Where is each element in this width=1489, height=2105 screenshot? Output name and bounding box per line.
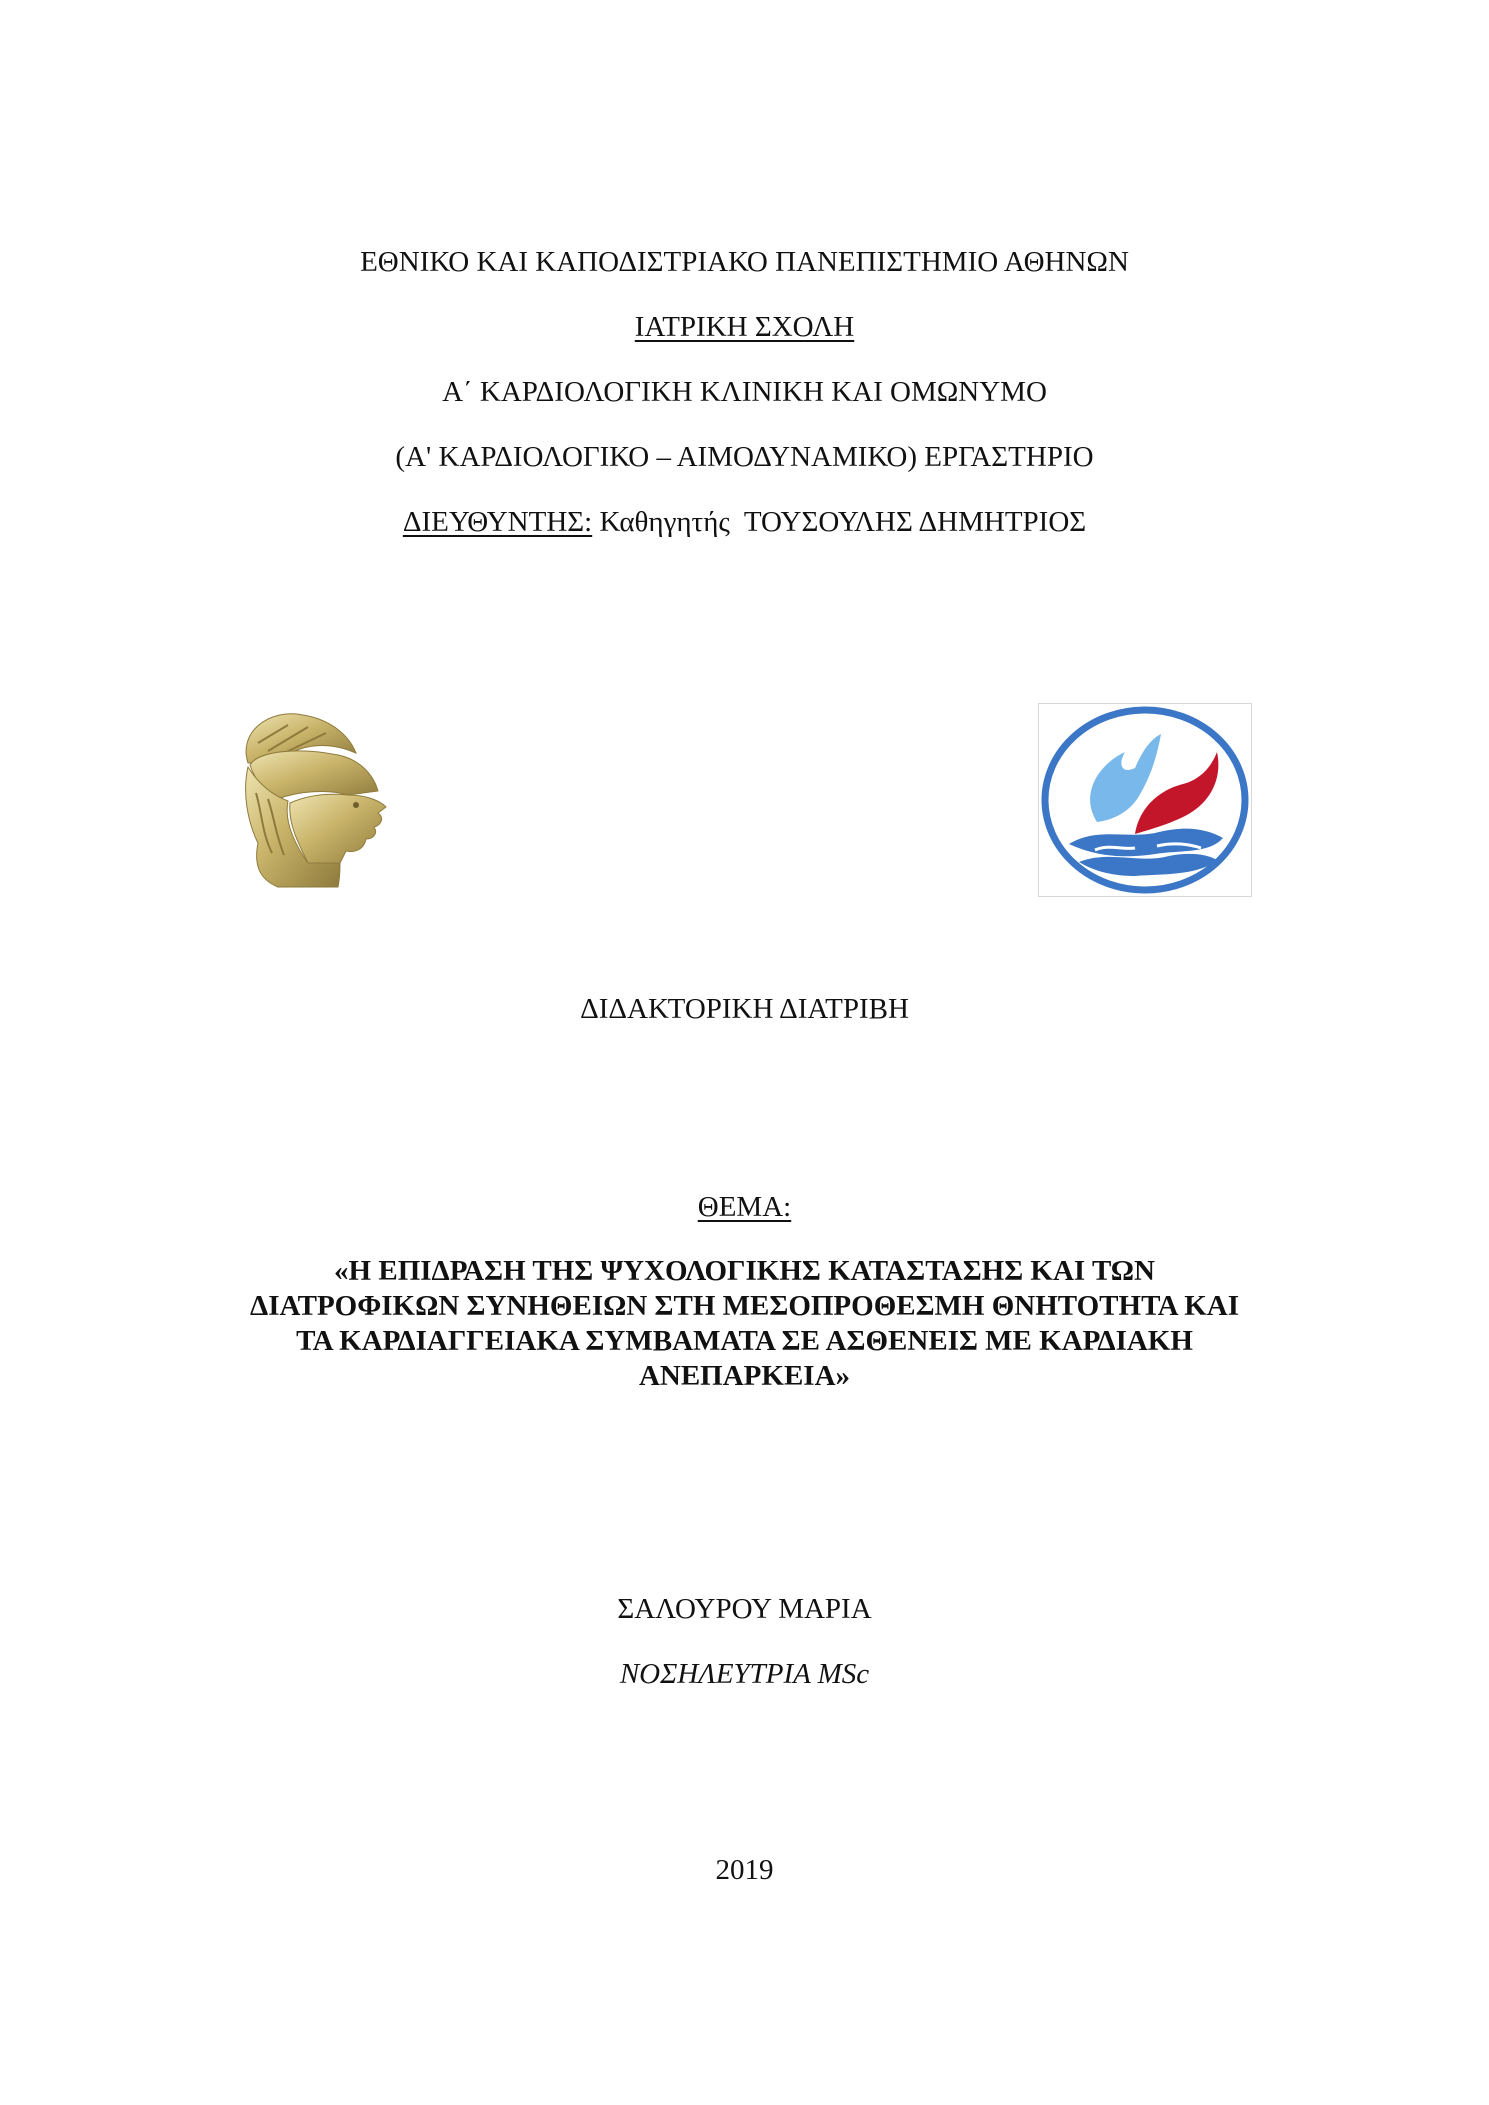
document-type: ΔΙΔΑΚΤΟΡΙΚΗ ΔΙΑΤΡΙΒΗ bbox=[580, 993, 909, 1025]
director-label: ΔΙΕΥΘΥΝΤΗΣ: bbox=[402, 506, 593, 538]
clinic-name: Α΄ ΚΑΡΔΙΟΛΟΓΙΚΗ ΚΛΙΝΙΚΗ ΚΑΙ ΟΜΩΝΥΜΟ bbox=[442, 376, 1047, 408]
athena-logo bbox=[228, 703, 403, 893]
thesis-title-line-3: ΤΑ ΚΑΡΔΙΑΓΓΕΙΑΚΑ ΣΥΜΒΑΜΑΤΑ ΣΕ ΑΣΘΕΝΕΙΣ ΜΕ ΚΑΡΔΙΑΚΗ bbox=[296, 1325, 1193, 1357]
thesis-title-line-1: «Η ΕΠΙΔΡΑΣΗ ΤΗΣ ΨΥΧΟΛΟΓΙΚΗΣ ΚΑΤΑΣΤΑΣΗΣ ΚΑΙ ΤΩΝ bbox=[334, 1255, 1155, 1287]
director-line bbox=[0, 504, 1489, 540]
flames-waves-icon bbox=[1039, 704, 1251, 896]
lab-name: (Α' ΚΑΡΔΙΟΛΟΓΙΚΟ – ΑΙΜΟΔΥΝΑΜΙΚΟ) ΕΡΓΑΣΤΗΡΙΟ bbox=[395, 441, 1094, 473]
topic-label-text: ΘΕΜΑ: bbox=[697, 1191, 792, 1223]
cardiology-flames-logo bbox=[1038, 703, 1252, 897]
author-name: ΣΑΛΟΥΡΟΥ ΜΑΡΙΑ bbox=[617, 1593, 872, 1625]
school-name bbox=[0, 309, 1489, 345]
director-name: Καθηγητής ΤΟΥΣΟΥΛΗΣ ΔΗΜΗΤΡΙΟΣ bbox=[592, 506, 1087, 538]
thesis-title bbox=[200, 1254, 1289, 1394]
thesis-title-line-2: ΔΙΑΤΡΟΦΙΚΩΝ ΣΥΝΗΘΕΙΩΝ ΣΤΗ ΜΕΣΟΠΡΟΘΕΣΜΗ ΘΝΗΤΟΤΗΤΑ ΚΑΙ bbox=[250, 1290, 1239, 1322]
thesis-title-line-4: ΑΝΕΠΑΡΚΕΙΑ» bbox=[638, 1360, 851, 1392]
university-name: ΕΘΝΙΚΟ ΚΑΙ ΚΑΠΟΔΙΣΤΡΙΑΚΟ ΠΑΝΕΠΙΣΤΗΜΙΟ ΑΘΗΝΩΝ bbox=[360, 246, 1129, 278]
year: 2019 bbox=[715, 1854, 774, 1886]
topic-label bbox=[0, 1189, 1489, 1225]
author-title: ΝΟΣΗΛΕΥΤΡΙΑ MSc bbox=[619, 1658, 870, 1690]
school-name-text: ΙΑΤΡΙΚΗ ΣΧΟΛΗ bbox=[634, 311, 855, 343]
athena-icon bbox=[228, 703, 403, 893]
